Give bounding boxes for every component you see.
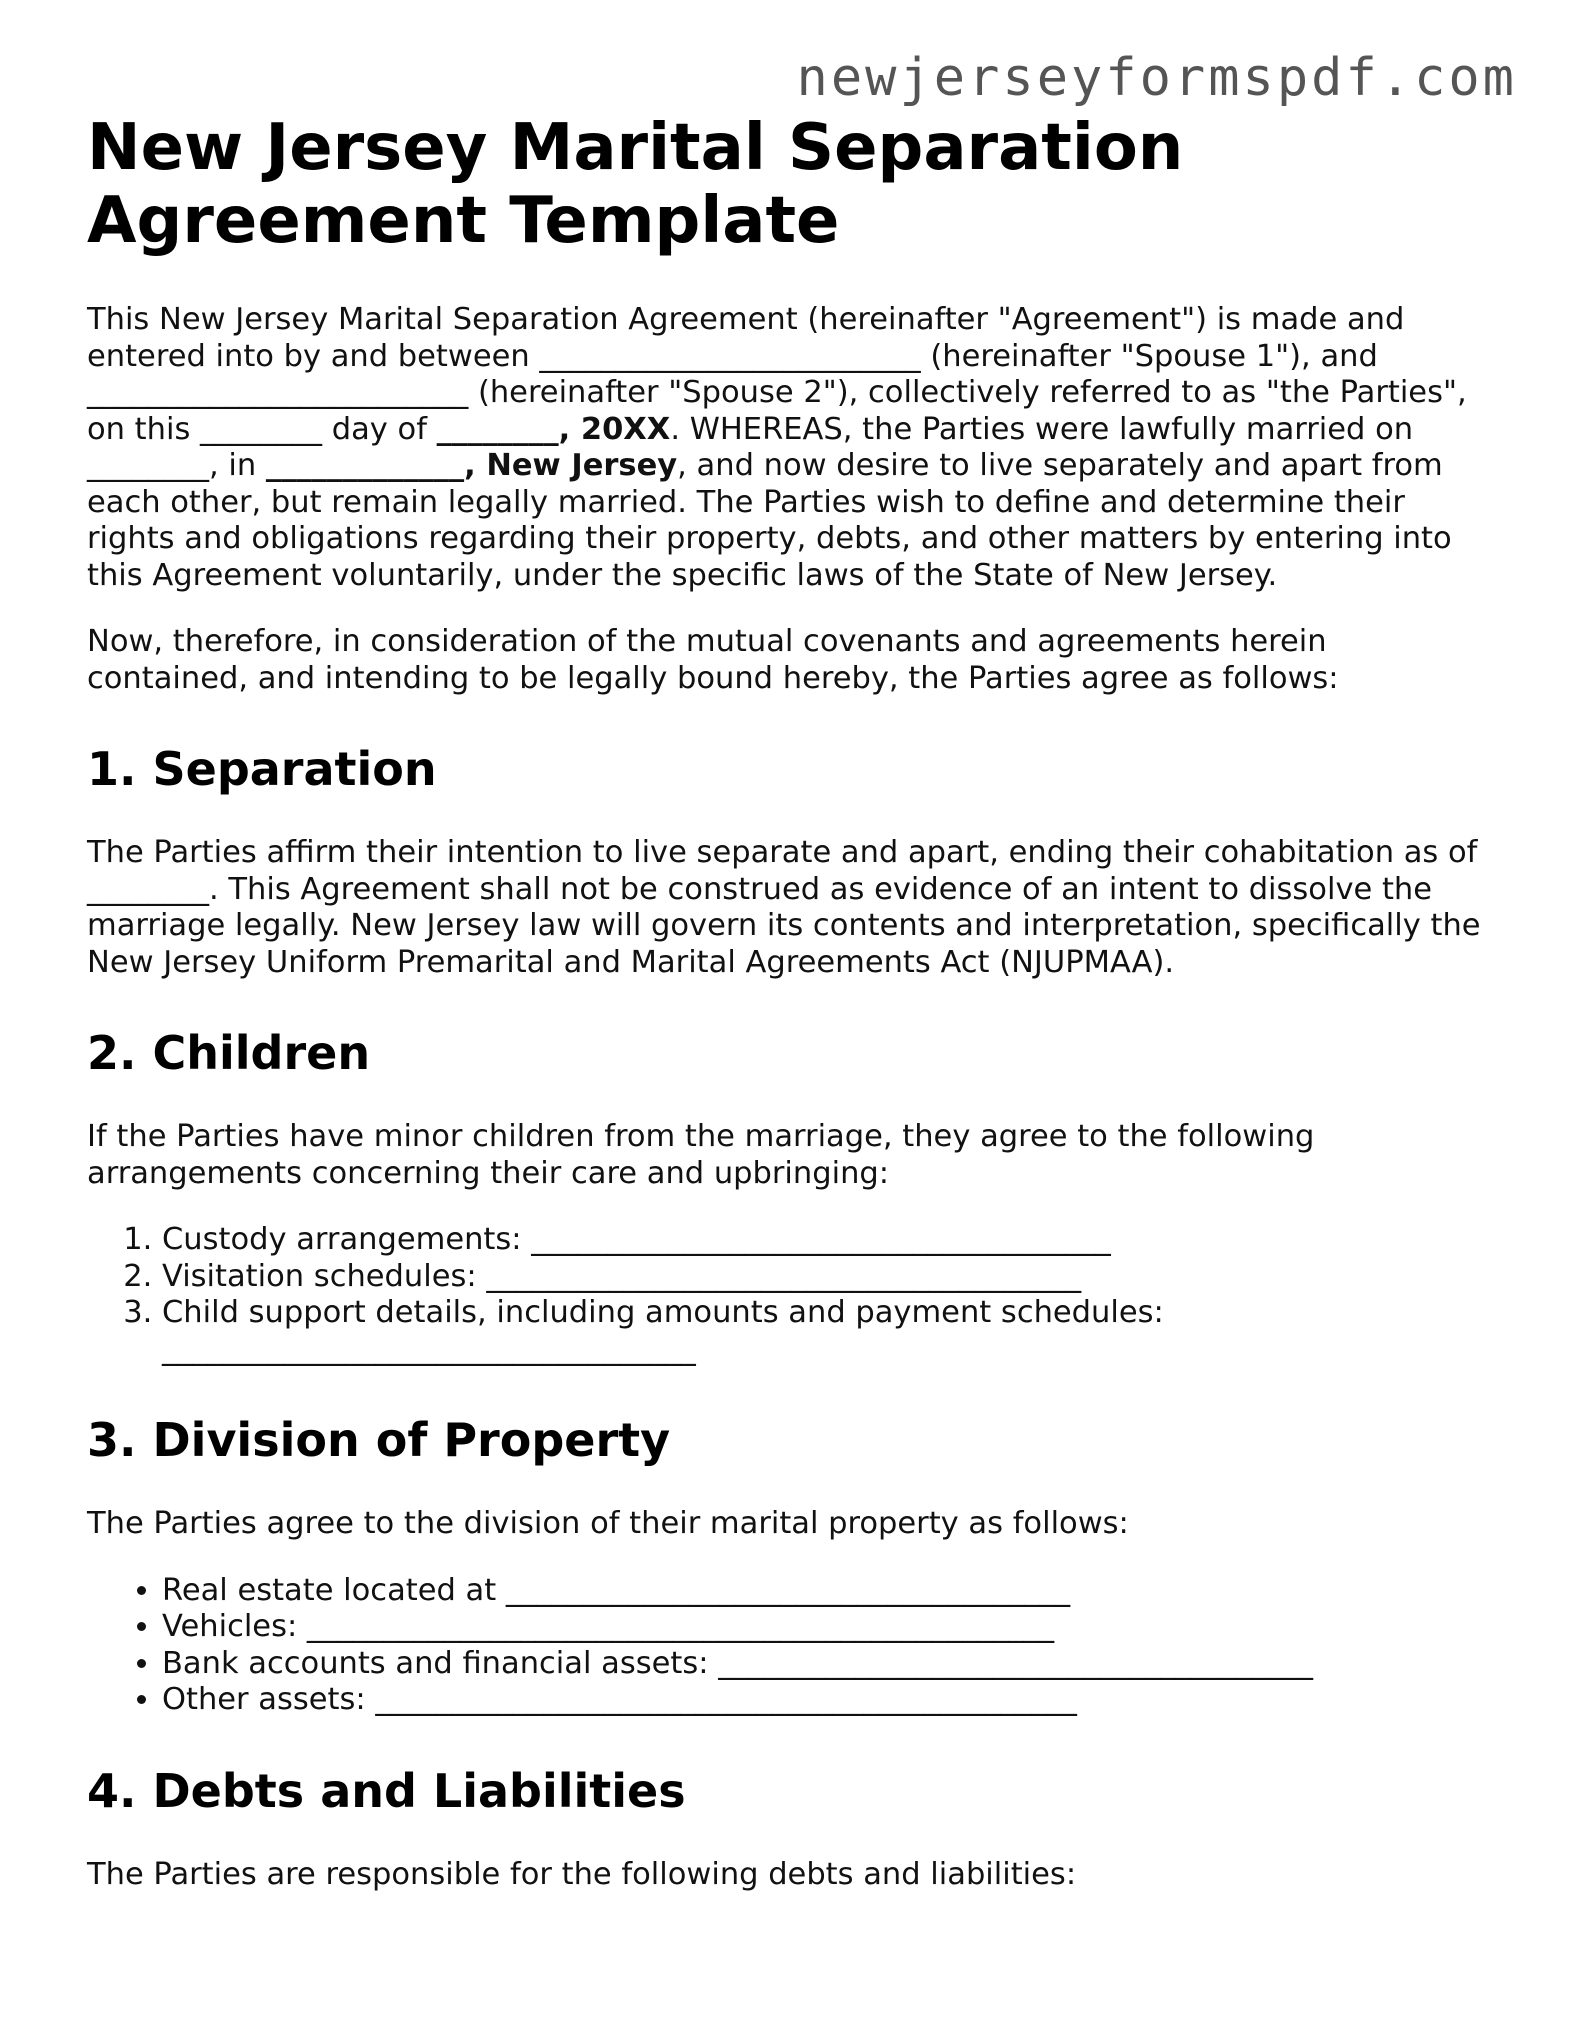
site-watermark: newjerseyformspdf.com [796,48,1517,108]
intro-paragraph [87,302,1487,594]
intro-text-1: This New Jersey Marital Separation Agreement (hereinafter "Agreement") is made and entered into by and between [87,302,1405,374]
list-item: • Vehicles: _________________________________________________ [162,1609,1487,1646]
list-item: 2. Visitation schedules: _______________________________________ [162,1259,1487,1296]
list-item: 1. Custody arrangements: ______________________________________ [162,1222,1487,1259]
spouse2-blank: _________________________ [87,375,469,410]
section-heading-property: 3. Division of Property [87,1413,671,1467]
married-on-blank: ________ [87,448,209,483]
separation-text-2: . This Agreement shall not be construed as evidence of an intent to dissolve the marriage legally. New Jersey law will govern its contents and interpretation, specifically the New Jersey Uniform Premarital and Marital Agreements Act (NJUPMAA). [87,871,1481,980]
list-item: • Bank accounts and financial assets: _______________________________________ [162,1646,1487,1683]
intro-text-6: , in [209,448,266,483]
document-page [87,112,1487,1923]
month-year-blank: ________, 20XX [436,411,671,447]
now-therefore-paragraph: Now, therefore, in consideration of the mutual covenants and agreements herein contained, and intending to be legally bound hereby, the Parties agree as follows: [87,624,1339,696]
list-item: 3. Child support details, including amounts and payment schedules: ___________________________________ [162,1295,1487,1368]
intro-text-2: (hereinafter "Spouse 1"), and [920,338,1378,374]
children-list [87,1222,1487,1368]
property-list [87,1573,1487,1719]
section-heading-separation: 1. Separation [87,742,437,796]
document-title: New Jersey Marital Separation Agreement Template [87,111,1184,258]
spouse1-blank: _________________________ [539,338,921,374]
debts-paragraph: The Parties are responsible for the following debts and liabilities: [87,1856,1077,1892]
children-paragraph: If the Parties have minor children from the marriage, they agree to the following arrangements concerning their care and upbringing: [87,1119,1315,1191]
list-item: • Other assets: ______________________________________________ [162,1682,1487,1719]
separation-date-blank: ________ [87,871,209,907]
day-blank: ________ [200,411,323,447]
intro-text-5: . WHEREAS, the Parties were lawfully married on [670,411,1414,447]
section-heading-debts: 4. Debts and Liabilities [87,1763,686,1818]
separation-text-1: The Parties affirm their intention to live separate and apart, ending their cohabitation as of [87,835,1478,870]
list-item: • Real estate located at _____________________________________ [162,1573,1487,1610]
intro-text-4: day of [322,411,437,447]
intro-text-3: (hereinafter "Spouse 2"), collectively referred to as "the Parties", on this [87,375,1467,447]
property-paragraph: The Parties agree to the division of their marital property as follows: [87,1506,1129,1541]
section-heading-children: 2. Children [87,1026,371,1080]
place-blank: _____________, New Jersey [265,448,678,483]
separation-paragraph [87,835,1487,981]
intro-text-7: , and now desire to live separately and apart from each other, but remain legally married. The Parties wish to define and determine their rights and obligations regarding their property, debts, and other matters by entering into this Agreement voluntarily, under the specific laws of the State of New Jersey. [87,448,1452,593]
